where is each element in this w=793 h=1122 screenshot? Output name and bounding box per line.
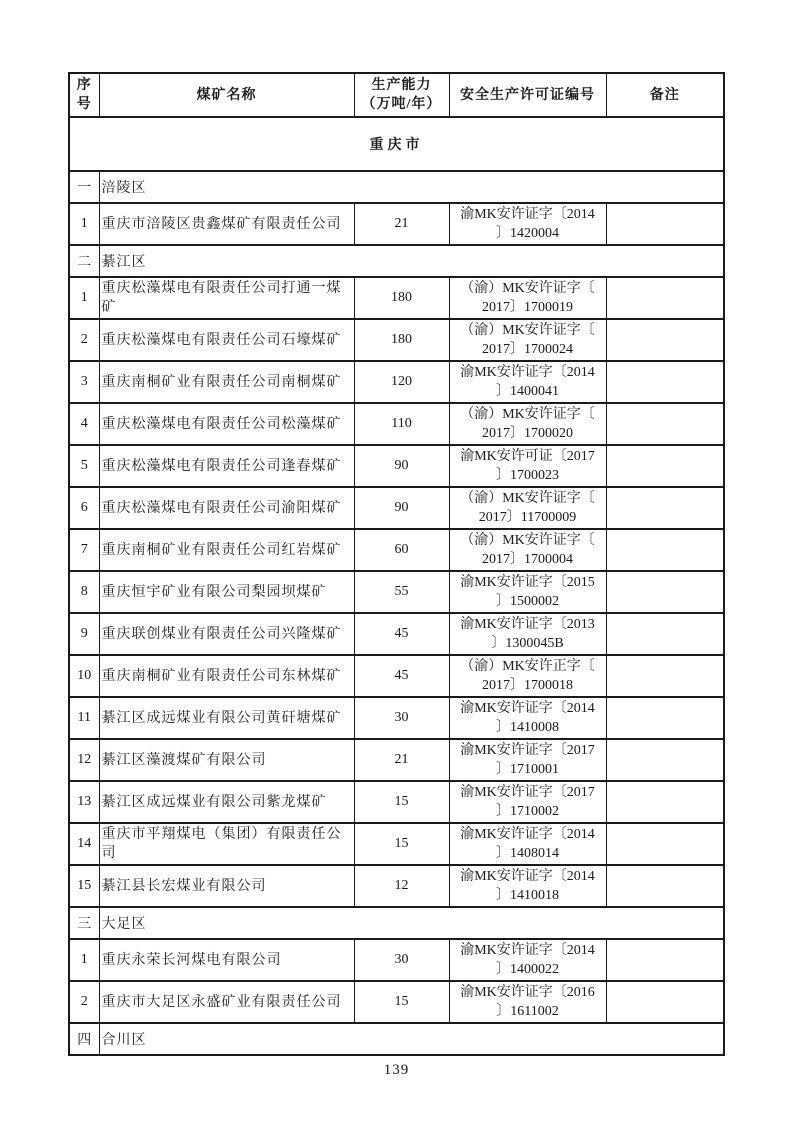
table-row xyxy=(69,571,724,613)
table-row xyxy=(69,277,724,319)
cell-remark xyxy=(606,697,724,739)
cell-mine-name: 重庆松藻煤电有限责任公司松藻煤矿 xyxy=(99,403,354,445)
license-line: 渝MK安许证字〔2014 xyxy=(460,943,595,958)
license-line: 〕1410008 xyxy=(496,720,559,735)
col-header-license: 安全生产许可证编号 xyxy=(449,73,606,117)
cell-mine-name: 重庆南桐矿业有限责任公司红岩煤矿 xyxy=(99,529,354,571)
cell-license xyxy=(449,865,606,907)
coal-mine-table xyxy=(68,72,725,1056)
cell-row-number: 1 xyxy=(69,939,99,981)
cell-mine-name: 重庆松藻煤电有限责任公司打通一煤矿 xyxy=(99,277,354,319)
license-line: （渝）MK安许证字〔 xyxy=(460,491,595,506)
cell-capacity: 15 xyxy=(354,781,449,823)
cell-capacity: 15 xyxy=(354,981,449,1023)
cell-capacity: 90 xyxy=(354,445,449,487)
city-header: 重庆市 xyxy=(69,117,724,171)
table-row xyxy=(69,361,724,403)
cell-row-number: 1 xyxy=(69,277,99,319)
cell-remark xyxy=(606,571,724,613)
col-header-capacity xyxy=(354,73,449,117)
table-row xyxy=(69,697,724,739)
license-line: 2017〕1700019 xyxy=(482,300,573,315)
cell-license xyxy=(449,939,606,981)
license-line: 渝MK安许证字〔2014 xyxy=(460,869,595,884)
license-line: 〕1400022 xyxy=(496,962,559,977)
cell-license xyxy=(449,319,606,361)
cell-mine-name: 重庆恒宇矿业有限公司梨园坝煤矿 xyxy=(99,571,354,613)
section-row xyxy=(69,1023,724,1055)
cell-remark xyxy=(606,739,724,781)
cell-remark xyxy=(606,823,724,865)
cell-mine-name: 綦江区成远煤业有限公司黄矸塘煤矿 xyxy=(99,697,354,739)
cell-license xyxy=(449,697,606,739)
license-line: 2017〕1700020 xyxy=(482,426,573,441)
city-row xyxy=(69,117,724,171)
section-row xyxy=(69,245,724,277)
table-row xyxy=(69,739,724,781)
license-line: 〕1420004 xyxy=(496,226,559,241)
license-line: 渝MK安许证字〔2017 xyxy=(460,785,595,800)
page-number: 139 xyxy=(383,1062,410,1078)
cell-mine-name: 綦江县长宏煤业有限公司 xyxy=(99,865,354,907)
cell-capacity: 110 xyxy=(354,403,449,445)
license-line: 2017〕1700018 xyxy=(482,678,573,693)
cell-license xyxy=(449,361,606,403)
cell-row-number: 4 xyxy=(69,403,99,445)
cell-remark xyxy=(606,613,724,655)
license-line: 2017〕1700004 xyxy=(482,552,573,567)
license-line: 〕1700023 xyxy=(496,468,559,483)
cell-capacity: 180 xyxy=(354,277,449,319)
license-line: 〕1710001 xyxy=(496,762,559,777)
cell-row-number: 10 xyxy=(69,655,99,697)
cell-mine-name: 重庆南桐矿业有限责任公司南桐煤矿 xyxy=(99,361,354,403)
license-line: 渝MK安许证字〔2014 xyxy=(460,365,595,380)
cell-license xyxy=(449,529,606,571)
license-line: （渝）MK安许证字〔 xyxy=(460,281,595,296)
cell-capacity: 30 xyxy=(354,697,449,739)
cell-row-number: 2 xyxy=(69,981,99,1023)
license-line: 渝MK安许证字〔2014 xyxy=(460,207,595,222)
table-row xyxy=(69,781,724,823)
cell-capacity: 90 xyxy=(354,487,449,529)
cell-license xyxy=(449,403,606,445)
cell-row-number: 5 xyxy=(69,445,99,487)
cell-license xyxy=(449,203,606,245)
cell-row-number: 6 xyxy=(69,487,99,529)
col-header-no: 序号 xyxy=(69,73,99,117)
cell-remark xyxy=(606,781,724,823)
capacity-header-line2: （万吨/年） xyxy=(361,97,442,112)
cell-license xyxy=(449,655,606,697)
license-line: （渝）MK安许证字〔 xyxy=(460,533,595,548)
cell-capacity: 21 xyxy=(354,203,449,245)
cell-remark xyxy=(606,277,724,319)
cell-mine-name: 重庆市大足区永盛矿业有限责任公司 xyxy=(99,981,354,1023)
license-line: 渝MK安许证字〔2014 xyxy=(460,827,595,842)
cell-license xyxy=(449,277,606,319)
cell-license xyxy=(449,487,606,529)
cell-capacity: 60 xyxy=(354,529,449,571)
cell-capacity: 180 xyxy=(354,319,449,361)
cell-capacity: 30 xyxy=(354,939,449,981)
cell-remark xyxy=(606,655,724,697)
table-row xyxy=(69,487,724,529)
cell-remark xyxy=(606,981,724,1023)
cell-capacity: 12 xyxy=(354,865,449,907)
license-line: （渝）MK安许正字〔 xyxy=(460,659,595,674)
col-header-remark: 备注 xyxy=(606,73,724,117)
cell-capacity: 45 xyxy=(354,655,449,697)
cell-mine-name: 重庆南桐矿业有限责任公司东林煤矿 xyxy=(99,655,354,697)
license-line: 2017〕11700009 xyxy=(478,510,577,525)
license-line: 渝MK安许证字〔2017 xyxy=(460,743,595,758)
license-line: （渝）MK安许证字〔 xyxy=(460,407,595,422)
cell-row-number: 2 xyxy=(69,319,99,361)
cell-mine-name: 重庆永荣长河煤电有限公司 xyxy=(99,939,354,981)
table-row xyxy=(69,981,724,1023)
cell-mine-name: 重庆松藻煤电有限责任公司渝阳煤矿 xyxy=(99,487,354,529)
license-line: 〕1400041 xyxy=(496,384,559,399)
cell-row-number: 8 xyxy=(69,571,99,613)
cell-remark xyxy=(606,203,724,245)
cell-row-number: 15 xyxy=(69,865,99,907)
cell-row-number: 7 xyxy=(69,529,99,571)
table-row xyxy=(69,203,724,245)
cell-mine-name: 重庆联创煤业有限责任公司兴隆煤矿 xyxy=(99,613,354,655)
cell-remark xyxy=(606,487,724,529)
cell-mine-name: 綦江区成远煤业有限公司紫龙煤矿 xyxy=(99,781,354,823)
section-row xyxy=(69,907,724,939)
section-name: 大足区 xyxy=(99,907,724,939)
cell-license xyxy=(449,613,606,655)
cell-capacity: 21 xyxy=(354,739,449,781)
license-line: 〕1410018 xyxy=(496,888,559,903)
table-row xyxy=(69,823,724,865)
license-line: 〕1710002 xyxy=(496,804,559,819)
section-name: 合川区 xyxy=(99,1023,724,1055)
col-header-mine-name: 煤矿名称 xyxy=(99,73,354,117)
cell-mine-name: 重庆松藻煤电有限责任公司逢春煤矿 xyxy=(99,445,354,487)
cell-row-number: 1 xyxy=(69,203,99,245)
table-row xyxy=(69,529,724,571)
cell-remark xyxy=(606,865,724,907)
table-row xyxy=(69,319,724,361)
cell-remark xyxy=(606,939,724,981)
license-line: 〕1300045B xyxy=(491,636,564,651)
cell-remark xyxy=(606,445,724,487)
cell-capacity: 120 xyxy=(354,361,449,403)
capacity-header-line1: 生产能力 xyxy=(371,78,432,93)
license-line: （渝）MK安许证字〔 xyxy=(460,323,595,338)
license-line: 2017〕1700024 xyxy=(482,342,573,357)
license-line: 渝MK安许可证〔2017 xyxy=(460,449,595,464)
cell-row-number: 11 xyxy=(69,697,99,739)
cell-row-number: 9 xyxy=(69,613,99,655)
cell-row-number: 13 xyxy=(69,781,99,823)
cell-mine-name: 綦江区藻渡煤矿有限公司 xyxy=(99,739,354,781)
table-row xyxy=(69,445,724,487)
license-line: 〕1408014 xyxy=(496,846,559,861)
cell-row-number: 12 xyxy=(69,739,99,781)
cell-row-number: 14 xyxy=(69,823,99,865)
cell-mine-name: 重庆市平翔煤电（集团）有限责任公司 xyxy=(99,823,354,865)
cell-capacity: 55 xyxy=(354,571,449,613)
table-header xyxy=(69,73,724,117)
cell-license xyxy=(449,445,606,487)
cell-capacity: 15 xyxy=(354,823,449,865)
cell-mine-name: 重庆市涪陵区贵鑫煤矿有限责任公司 xyxy=(99,203,354,245)
section-marker: 四 xyxy=(69,1023,99,1055)
license-line: 渝MK安许证字〔2016 xyxy=(460,985,595,1000)
section-marker: 二 xyxy=(69,245,99,277)
table-row xyxy=(69,655,724,697)
section-row xyxy=(69,171,724,203)
cell-remark xyxy=(606,529,724,571)
header-row xyxy=(69,73,724,117)
cell-license xyxy=(449,571,606,613)
cell-license xyxy=(449,739,606,781)
table-row xyxy=(69,865,724,907)
cell-license xyxy=(449,981,606,1023)
table-body xyxy=(69,117,724,1055)
cell-remark xyxy=(606,319,724,361)
license-line: 〕1500002 xyxy=(496,594,559,609)
section-name: 綦江区 xyxy=(99,245,724,277)
cell-row-number: 3 xyxy=(69,361,99,403)
cell-license xyxy=(449,823,606,865)
cell-license xyxy=(449,781,606,823)
table-row xyxy=(69,403,724,445)
cell-remark xyxy=(606,403,724,445)
section-marker: 一 xyxy=(69,171,99,203)
table-row xyxy=(69,939,724,981)
license-line: 渝MK安许证字〔2014 xyxy=(460,701,595,716)
section-marker: 三 xyxy=(69,907,99,939)
license-line: 渝MK安许证字〔2015 xyxy=(460,575,595,590)
cell-capacity: 45 xyxy=(354,613,449,655)
table-row xyxy=(69,613,724,655)
section-name: 涪陵区 xyxy=(99,171,724,203)
license-line: 〕1611002 xyxy=(496,1004,559,1019)
cell-mine-name: 重庆松藻煤电有限责任公司石壕煤矿 xyxy=(99,319,354,361)
license-line: 渝MK安许证字〔2013 xyxy=(460,617,595,632)
cell-remark xyxy=(606,361,724,403)
